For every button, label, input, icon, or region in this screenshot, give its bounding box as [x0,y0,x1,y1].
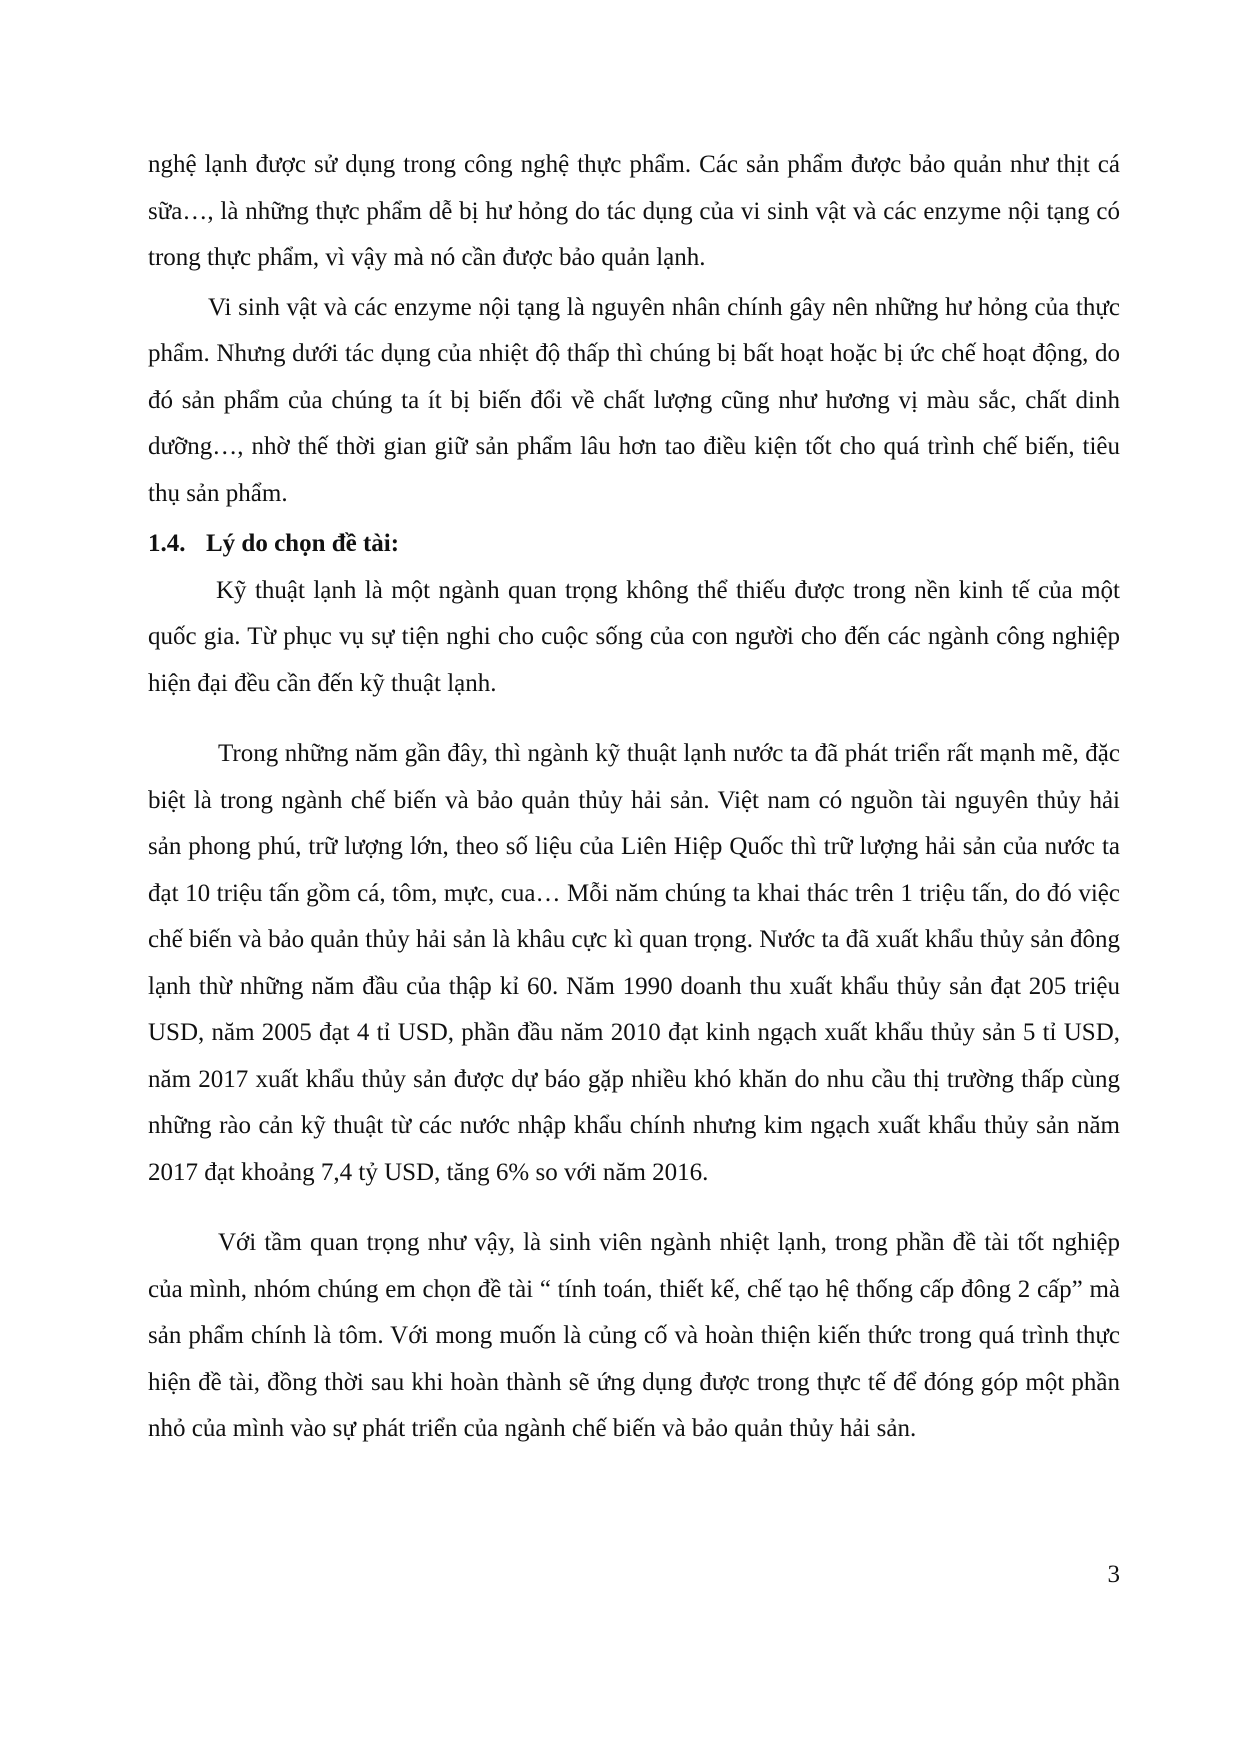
section-title: Lý do chọn đề tài: [206,530,400,557]
paragraph-thesis-topic: Với tầm quan trọng như vậy, là sinh viên ngành nhiệt lạnh, trong phần đề tài tốt nghiệp của mình, nhóm chúng em chọn đề tài “ tính toán, thiết kế, chế tạo hệ thống cấp đông 2 cấp” mà sản phẩm chính là tôm. Với mong muốn là củng cố và hoàn thiện kiến thức trong quá trình thực hiện đề tài, đồng thời sau khi hoàn thành sẽ ứng dụng được trong thực tế để đóng góp một phần nhỏ của mình vào sự phát triển của ngành chế biến và bảo quản thủy hải sản. [148,1229,1120,1442]
page-body [148,142,1120,1453]
paragraph-refrigeration-importance: Kỹ thuật lạnh là một ngành quan trọng không thể thiếu được trong nền kinh tế của một quốc gia. Từ phục vụ sự tiện nghi cho cuộc sống của con người cho đến các ngành công nghiệp hiện đại đều cần đến kỹ thuật lạnh. [148,576,1120,697]
section-number: 1.4. [148,530,186,557]
section-heading [148,521,1120,568]
paragraph-microorganisms: Vi sinh vật và các enzyme nội tạng là nguyên nhân chính gây nên những hư hỏng của thực phẩm. Nhưng dưới tác dụng của nhiệt độ thấp thì chúng bị bất hoạt hoặc bị ức chế hoạt động, do đó sản phẩm của chúng ta ít bị biến đổi về chất lượng cũng như hương vị màu sắc, chất dinh dưỡng…, nhờ thế thời gian giữ sản phẩm lâu hơn tao điều kiện tốt cho quá trình chế biến, tiêu thụ sản phẩm. [148,293,1120,507]
paragraph-seafood-industry: Trong những năm gần đây, thì ngành kỹ thuật lạnh nước ta đã phát triển rất mạnh mẽ, đặc biệt là trong ngành chế biến và bảo quản thủy hải sản. Việt nam có nguồn tài nguyên thủy hải sản phong phú, trữ lượng lớn, theo số liệu của Liên Hiệp Quốc thì trữ lượng hải sản của nước ta đạt 10 triệu tấn gồm cá, tôm, mực, cua… Mỗi năm chúng ta khai thác trên 1 triệu tấn, do đó việc chế biến và bảo quản thủy hải sản là khâu cực kì quan trọng. Nước ta đã xuất khẩu thủy sản đông lạnh thừ những năm đầu của thập kỉ 60. Năm 1990 doanh thu xuất khẩu thủy sản đạt 205 triệu USD, năm 2005 đạt 4 tỉ USD, phần đầu năm 2010 đạt kinh ngạch xuất khẩu thủy sản 5 tỉ USD, năm 2017 xuất khẩu thủy sản được dự báo gặp nhiều khó khăn do nhu cầu thị trường thấp cùng những rào cản kỹ thuật từ các nước nhập khẩu chính nhưng kim ngạch xuất khẩu thủy sản năm 2017 đạt khoảng 7,4 tỷ USD, tăng 6% so với năm 2016. [148,740,1120,1186]
page-number: 3 [1107,1561,1120,1588]
paragraph-refrigeration-intro: nghệ lạnh được sử dụng trong công nghệ thực phẩm. Các sản phẩm được bảo quản như thịt cá sữa…, là những thực phẩm dễ bị hư hỏng do tác dụng của vi sinh vật và các enzyme nội tạng có trong thực phẩm, vì vậy mà nó cần được bảo quản lạnh. [148,151,1120,271]
